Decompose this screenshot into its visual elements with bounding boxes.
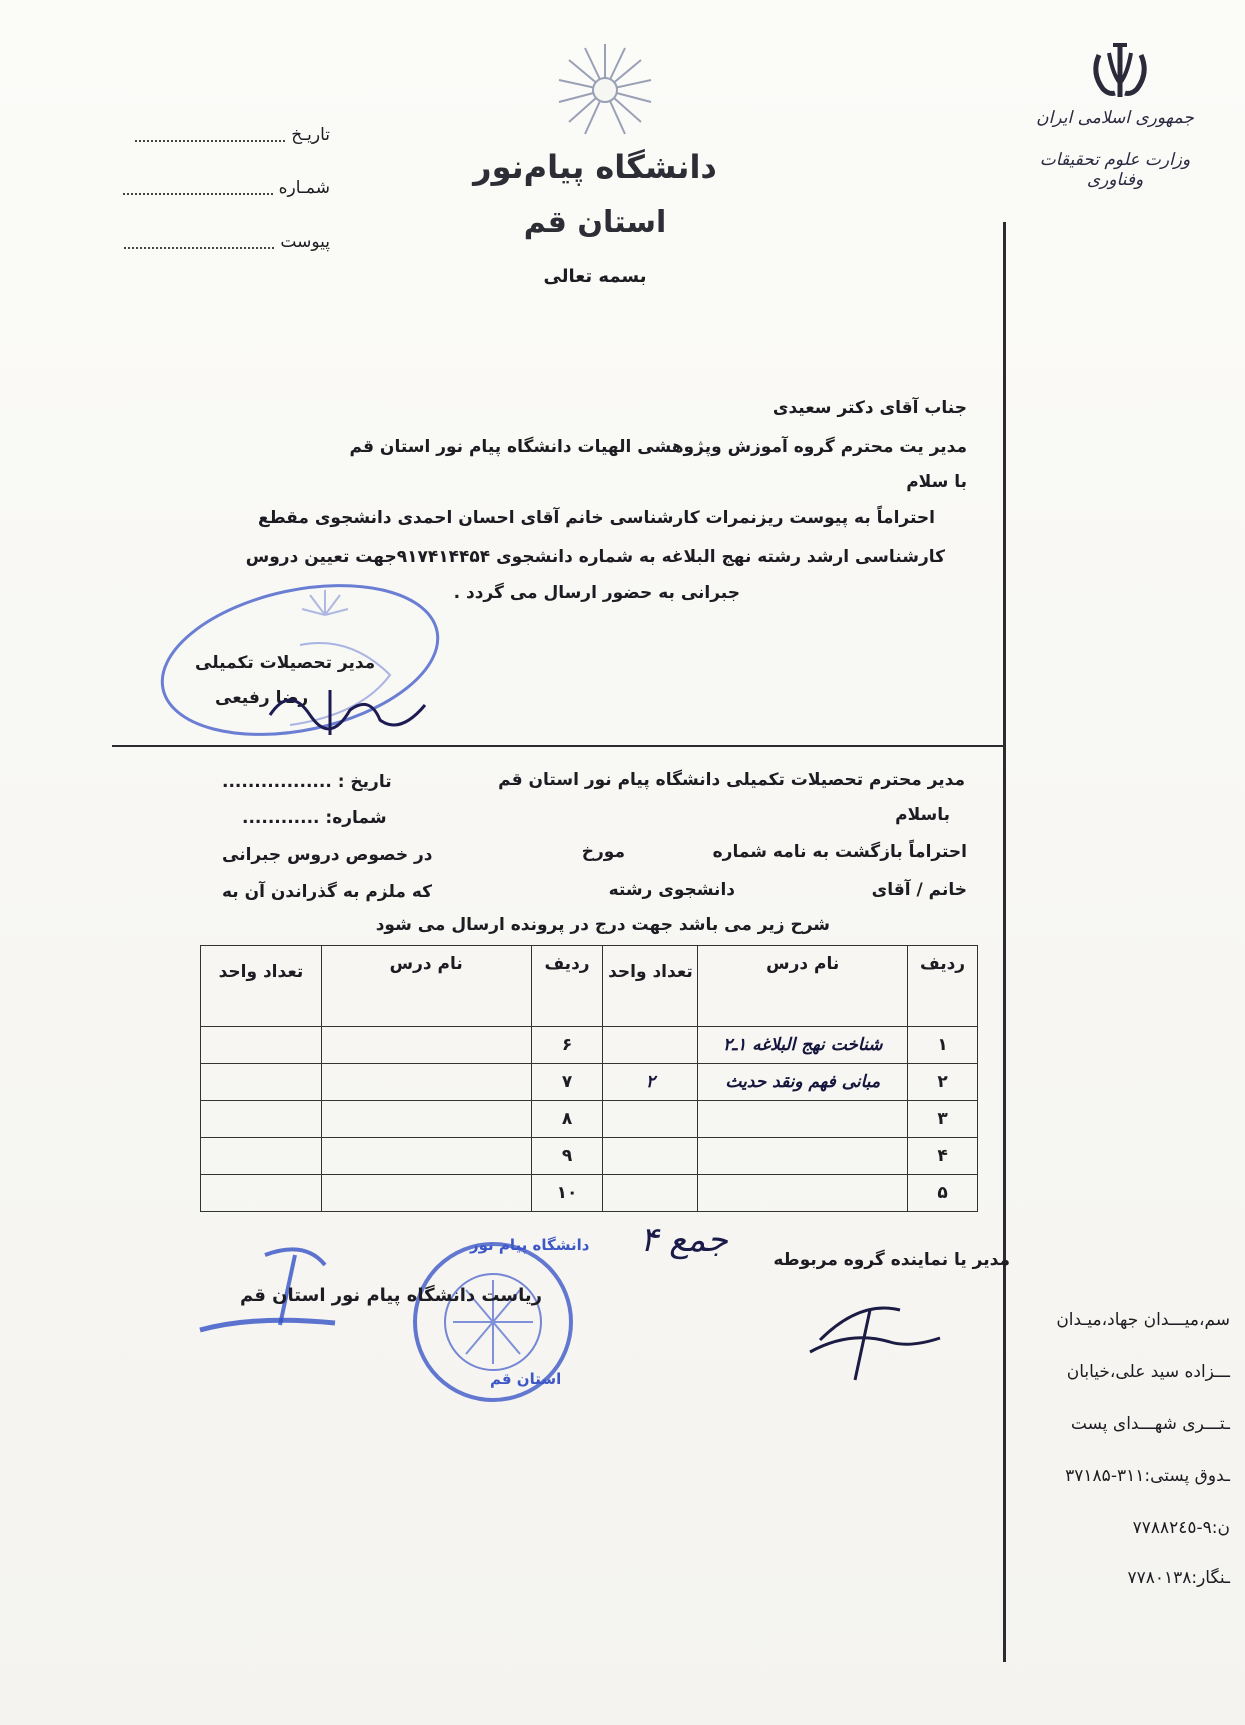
seal-bottom-text: استان قم bbox=[490, 1370, 562, 1388]
university-title: دانشگاه پیام‌نور bbox=[473, 148, 717, 186]
course-name: مبانی فهم ونقد حدیث bbox=[698, 1064, 908, 1101]
attachment-field bbox=[90, 232, 330, 252]
course-units bbox=[201, 1101, 322, 1138]
header-row-number-1: ردیف bbox=[908, 946, 978, 1027]
number-field bbox=[90, 178, 330, 198]
course-name bbox=[321, 1138, 531, 1175]
total-units-note: جمع ۴ bbox=[640, 1220, 728, 1260]
body-line-2: کارشناسی ارشد رشته نهج البلاغه به شماره دانشجوی ۹۱۷۴۱۴۴۵۴جهت تعیین دروس bbox=[245, 547, 945, 567]
course-units bbox=[201, 1027, 322, 1064]
presidency-label: ریاست دانشگاه پیام نور استان قم bbox=[240, 1285, 543, 1306]
course-name bbox=[321, 1027, 531, 1064]
position-line: مدیر یت محترم گروه آموزش وپژوهشی الهیات دانشگاه پیام نور استان قم bbox=[349, 437, 967, 457]
header-course-name-2: نام درس bbox=[321, 946, 531, 1027]
course-units bbox=[201, 1064, 322, 1101]
ministry-text: وزارت علوم تحقیقات وفناوری bbox=[1039, 150, 1191, 190]
signer-name: رضا رفیعی bbox=[215, 688, 309, 708]
body-line-1: احتراماً به پیوست ریزنمرات کارشناسی خانم آقای احسان احمدی دانشجوی مقطع bbox=[257, 508, 935, 528]
attachment-label: پیوست bbox=[280, 232, 330, 252]
row-number: ۹ bbox=[531, 1138, 603, 1175]
course-units bbox=[201, 1138, 322, 1175]
address-line-3: ـتـــری شهـــدای پست bbox=[1070, 1414, 1230, 1434]
course-units bbox=[603, 1175, 698, 1212]
field-label: دانشجوی رشته bbox=[608, 880, 735, 900]
handwritten-signature-icon bbox=[260, 675, 440, 745]
header-units-1: تعداد واحد bbox=[603, 946, 698, 1027]
obligation-text: که ملزم به گذراندن آن به bbox=[222, 882, 433, 902]
row-number: ۷ bbox=[531, 1064, 603, 1101]
addressee-line: مدیر محترم تحصیلات تکمیلی دانشگاه پیام نور استان قم bbox=[498, 770, 965, 790]
course-name bbox=[321, 1101, 531, 1138]
dated-label: مورخ bbox=[581, 842, 625, 862]
row-number: ۴ bbox=[908, 1138, 978, 1175]
course-units bbox=[603, 1138, 698, 1175]
date-label: تاریـخ bbox=[291, 125, 330, 145]
address-line-4: ـدوق پستی:۳۱۱-۳۷۱۸۵ bbox=[1065, 1466, 1230, 1486]
table-intro: شرح زیر می باشد جهت درج در پرونده ارسال می شود bbox=[375, 915, 830, 935]
table-row bbox=[201, 1101, 978, 1138]
table-header-row bbox=[201, 946, 978, 1027]
row-number: ۳ bbox=[908, 1101, 978, 1138]
table-row bbox=[201, 1027, 978, 1064]
row-number: ۸ bbox=[531, 1101, 603, 1138]
reply-number: شماره: ............ bbox=[242, 808, 387, 828]
republic-text: جمهوری اسلامی ایران bbox=[1036, 108, 1194, 128]
reply-greeting: باسلام bbox=[895, 805, 950, 825]
date-field bbox=[90, 125, 330, 145]
group-signature-icon bbox=[800, 1280, 950, 1390]
vertical-divider bbox=[1003, 222, 1006, 1662]
table-row bbox=[201, 1175, 978, 1212]
bismillah-text: بسمه تعالی bbox=[543, 266, 647, 287]
address-line-5: ن:۹-۷۷۸۸۲٤٥ bbox=[1132, 1518, 1230, 1538]
reference-line: احتراماً بازگشت به نامه شماره bbox=[712, 842, 967, 862]
table-row bbox=[201, 1138, 978, 1175]
row-number: ۲ bbox=[908, 1064, 978, 1101]
course-name bbox=[698, 1101, 908, 1138]
body-line-3: جبرانی به حضور ارسال می گردد . bbox=[453, 583, 740, 603]
course-name: شناخت نهج البلاغه ۱ـ۲ bbox=[698, 1027, 908, 1064]
course-units: ۲ bbox=[603, 1064, 698, 1101]
course-units bbox=[201, 1175, 322, 1212]
number-label: شمـاره bbox=[278, 178, 330, 198]
reply-date: تاریخ : ................. bbox=[222, 772, 392, 792]
address-line-1: سم،میـــدان جهاد،میـدان bbox=[1056, 1310, 1230, 1330]
course-units bbox=[603, 1101, 698, 1138]
student-label: خانم / آقای bbox=[871, 880, 967, 900]
course-name bbox=[698, 1138, 908, 1175]
row-number: ۶ bbox=[531, 1027, 603, 1064]
header-row-number-2: ردیف bbox=[531, 946, 603, 1027]
table-row bbox=[201, 1064, 978, 1101]
course-name bbox=[321, 1175, 531, 1212]
row-number: ۵ bbox=[908, 1175, 978, 1212]
signer-title: مدیر تحصیلات تکمیلی bbox=[195, 653, 376, 673]
group-representative-label: مدیر یا نماینده گروه مربوطه bbox=[773, 1250, 1010, 1270]
iran-emblem-icon bbox=[1085, 35, 1155, 105]
header-units-2: تعداد واحد bbox=[201, 946, 322, 1027]
course-name bbox=[321, 1064, 531, 1101]
province-title: استان قم bbox=[523, 205, 667, 240]
recipient-line: جناب آقای دکتر سعیدی bbox=[772, 398, 967, 418]
row-number: ۱۰ bbox=[531, 1175, 603, 1212]
greeting-line: با سلام bbox=[906, 472, 967, 492]
courses-table bbox=[200, 945, 978, 1212]
course-units bbox=[603, 1027, 698, 1064]
course-name bbox=[698, 1175, 908, 1212]
header-course-name-1: نام درس bbox=[698, 946, 908, 1027]
address-line-6: ـنگار:۷۷۸۰۱۳۸ bbox=[1127, 1568, 1230, 1588]
address-line-2: ـــزاده سید علی،خیابان bbox=[1066, 1362, 1230, 1382]
seal-top-text: دانشگاه پیام نور bbox=[470, 1236, 590, 1254]
regarding-text: در خصوص دروس جبرانی bbox=[222, 845, 433, 865]
row-number: ۱ bbox=[908, 1027, 978, 1064]
university-logo-icon bbox=[555, 40, 655, 140]
